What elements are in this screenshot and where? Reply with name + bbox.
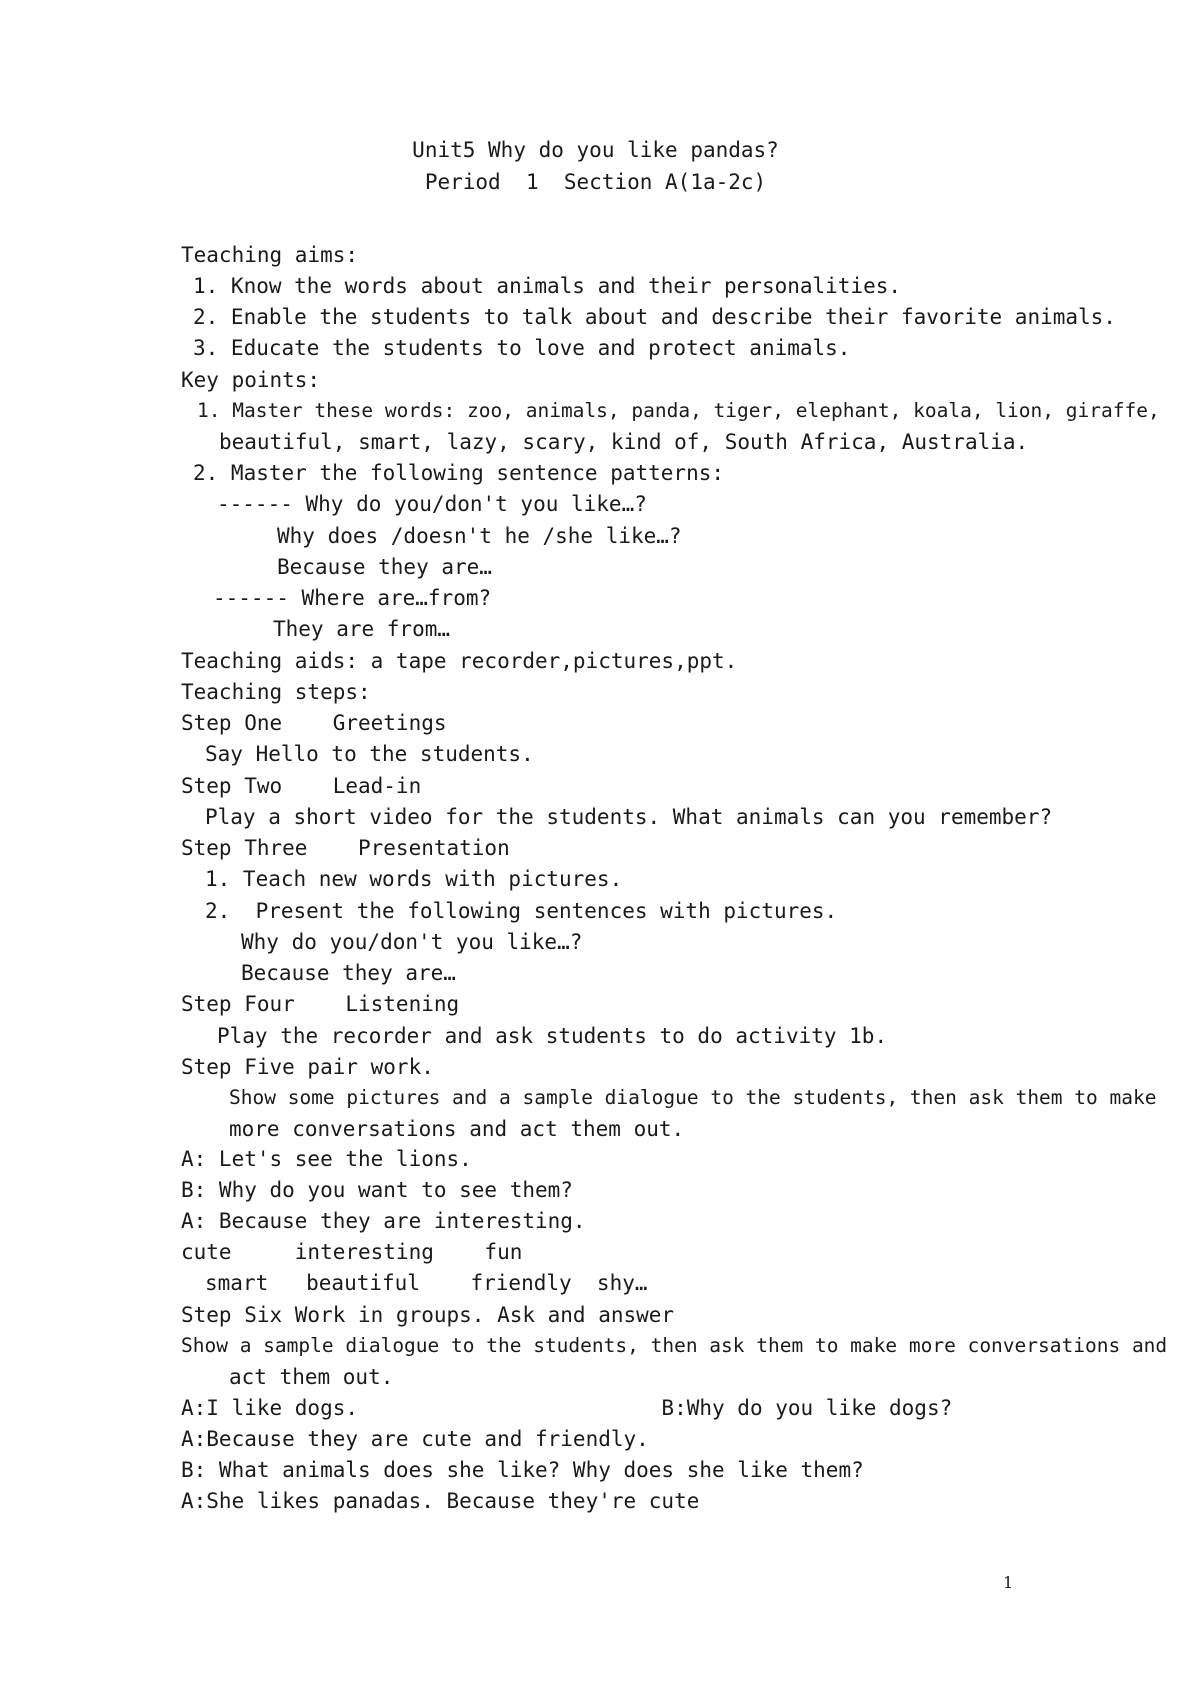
step-text: Show a sample dialogue to the students, then ask them to make more conversations and	[181, 1334, 1168, 1357]
document-title: Unit5 Why do you like pandas?	[412, 138, 779, 162]
step-text: Play the recorder and ask students to do activity 1b.	[217, 1024, 888, 1048]
document-subtitle: Period 1 Section A(1a-2c)	[424, 170, 767, 194]
dialogue-line: A:I like dogs. B:Why do you like dogs?	[181, 1396, 953, 1420]
sentence-pattern: Because they are…	[241, 961, 456, 985]
sentence-pattern: ------ Where are…from?	[213, 586, 492, 610]
step-text: 2. Present the following sentences with pictures.	[205, 899, 838, 923]
step-text: Play a short video for the students. What animals can you remember?	[205, 805, 1053, 829]
word-list: smart beautiful friendly shy…	[205, 1271, 648, 1295]
dialogue-line: A:She likes panadas. Because they're cute	[181, 1489, 700, 1513]
dialogue-line: A: Let's see the lions.	[181, 1147, 472, 1171]
step-text: act them out.	[229, 1365, 394, 1389]
word-list: cute interesting fun	[181, 1240, 523, 1264]
dialogue-line: B: Why do you want to see them?	[181, 1178, 573, 1202]
page-number: 1	[1003, 1573, 1014, 1592]
dialogue-line: A: Because they are interesting.	[181, 1209, 586, 1233]
sentence-pattern: Why do you/don't you like…?	[241, 930, 583, 954]
dialogue-line: A:Because they are cute and friendly.	[181, 1427, 649, 1451]
section-heading-teaching-steps: Teaching steps:	[181, 680, 371, 704]
sentence-pattern: Because they are…	[277, 555, 492, 579]
step-heading: Step Three Presentation	[181, 836, 510, 860]
dialogue-line: B: What animals does she like? Why does she like them?	[181, 1458, 864, 1482]
sentence-pattern: Why does /doesn't he /she like…?	[277, 524, 682, 548]
list-item: 1. Know the words about animals and their personalities.	[193, 274, 902, 298]
step-text: more conversations and act them out.	[229, 1117, 685, 1141]
teaching-aids: Teaching aids: a tape recorder,pictures,ppt.	[181, 649, 738, 673]
sentence-pattern: ------ Why do you/don't you like…?	[217, 492, 647, 516]
step-text: Say Hello to the students.	[205, 742, 534, 766]
step-heading: Step Six Work in groups. Ask and answer	[181, 1303, 675, 1327]
section-heading-key-points: Key points:	[181, 368, 321, 392]
step-heading: Step Five pair work.	[181, 1055, 434, 1079]
step-heading: Step One Greetings	[181, 711, 447, 735]
list-item: 2. Enable the students to talk about and describe their favorite animals.	[193, 305, 1116, 329]
list-item: 1. Master these words: zoo, animals, panda, tiger, elephant, koala, lion, giraffe,	[197, 399, 1160, 422]
list-item-continuation: beautiful, smart, lazy, scary, kind of, South Africa, Australia.	[219, 430, 1029, 454]
step-text: Show some pictures and a sample dialogue to the students, then ask them to make	[229, 1086, 1157, 1109]
step-heading: Step Two Lead-in	[181, 774, 422, 798]
step-heading: Step Four Listening	[181, 992, 460, 1016]
list-item: 2. Master the following sentence patterns:	[193, 461, 725, 485]
step-text: 1. Teach new words with pictures.	[205, 867, 623, 891]
section-heading-teaching-aims: Teaching aims:	[181, 243, 359, 267]
list-item: 3. Educate the students to love and protect animals.	[193, 336, 851, 360]
sentence-pattern: They are from…	[273, 617, 451, 641]
